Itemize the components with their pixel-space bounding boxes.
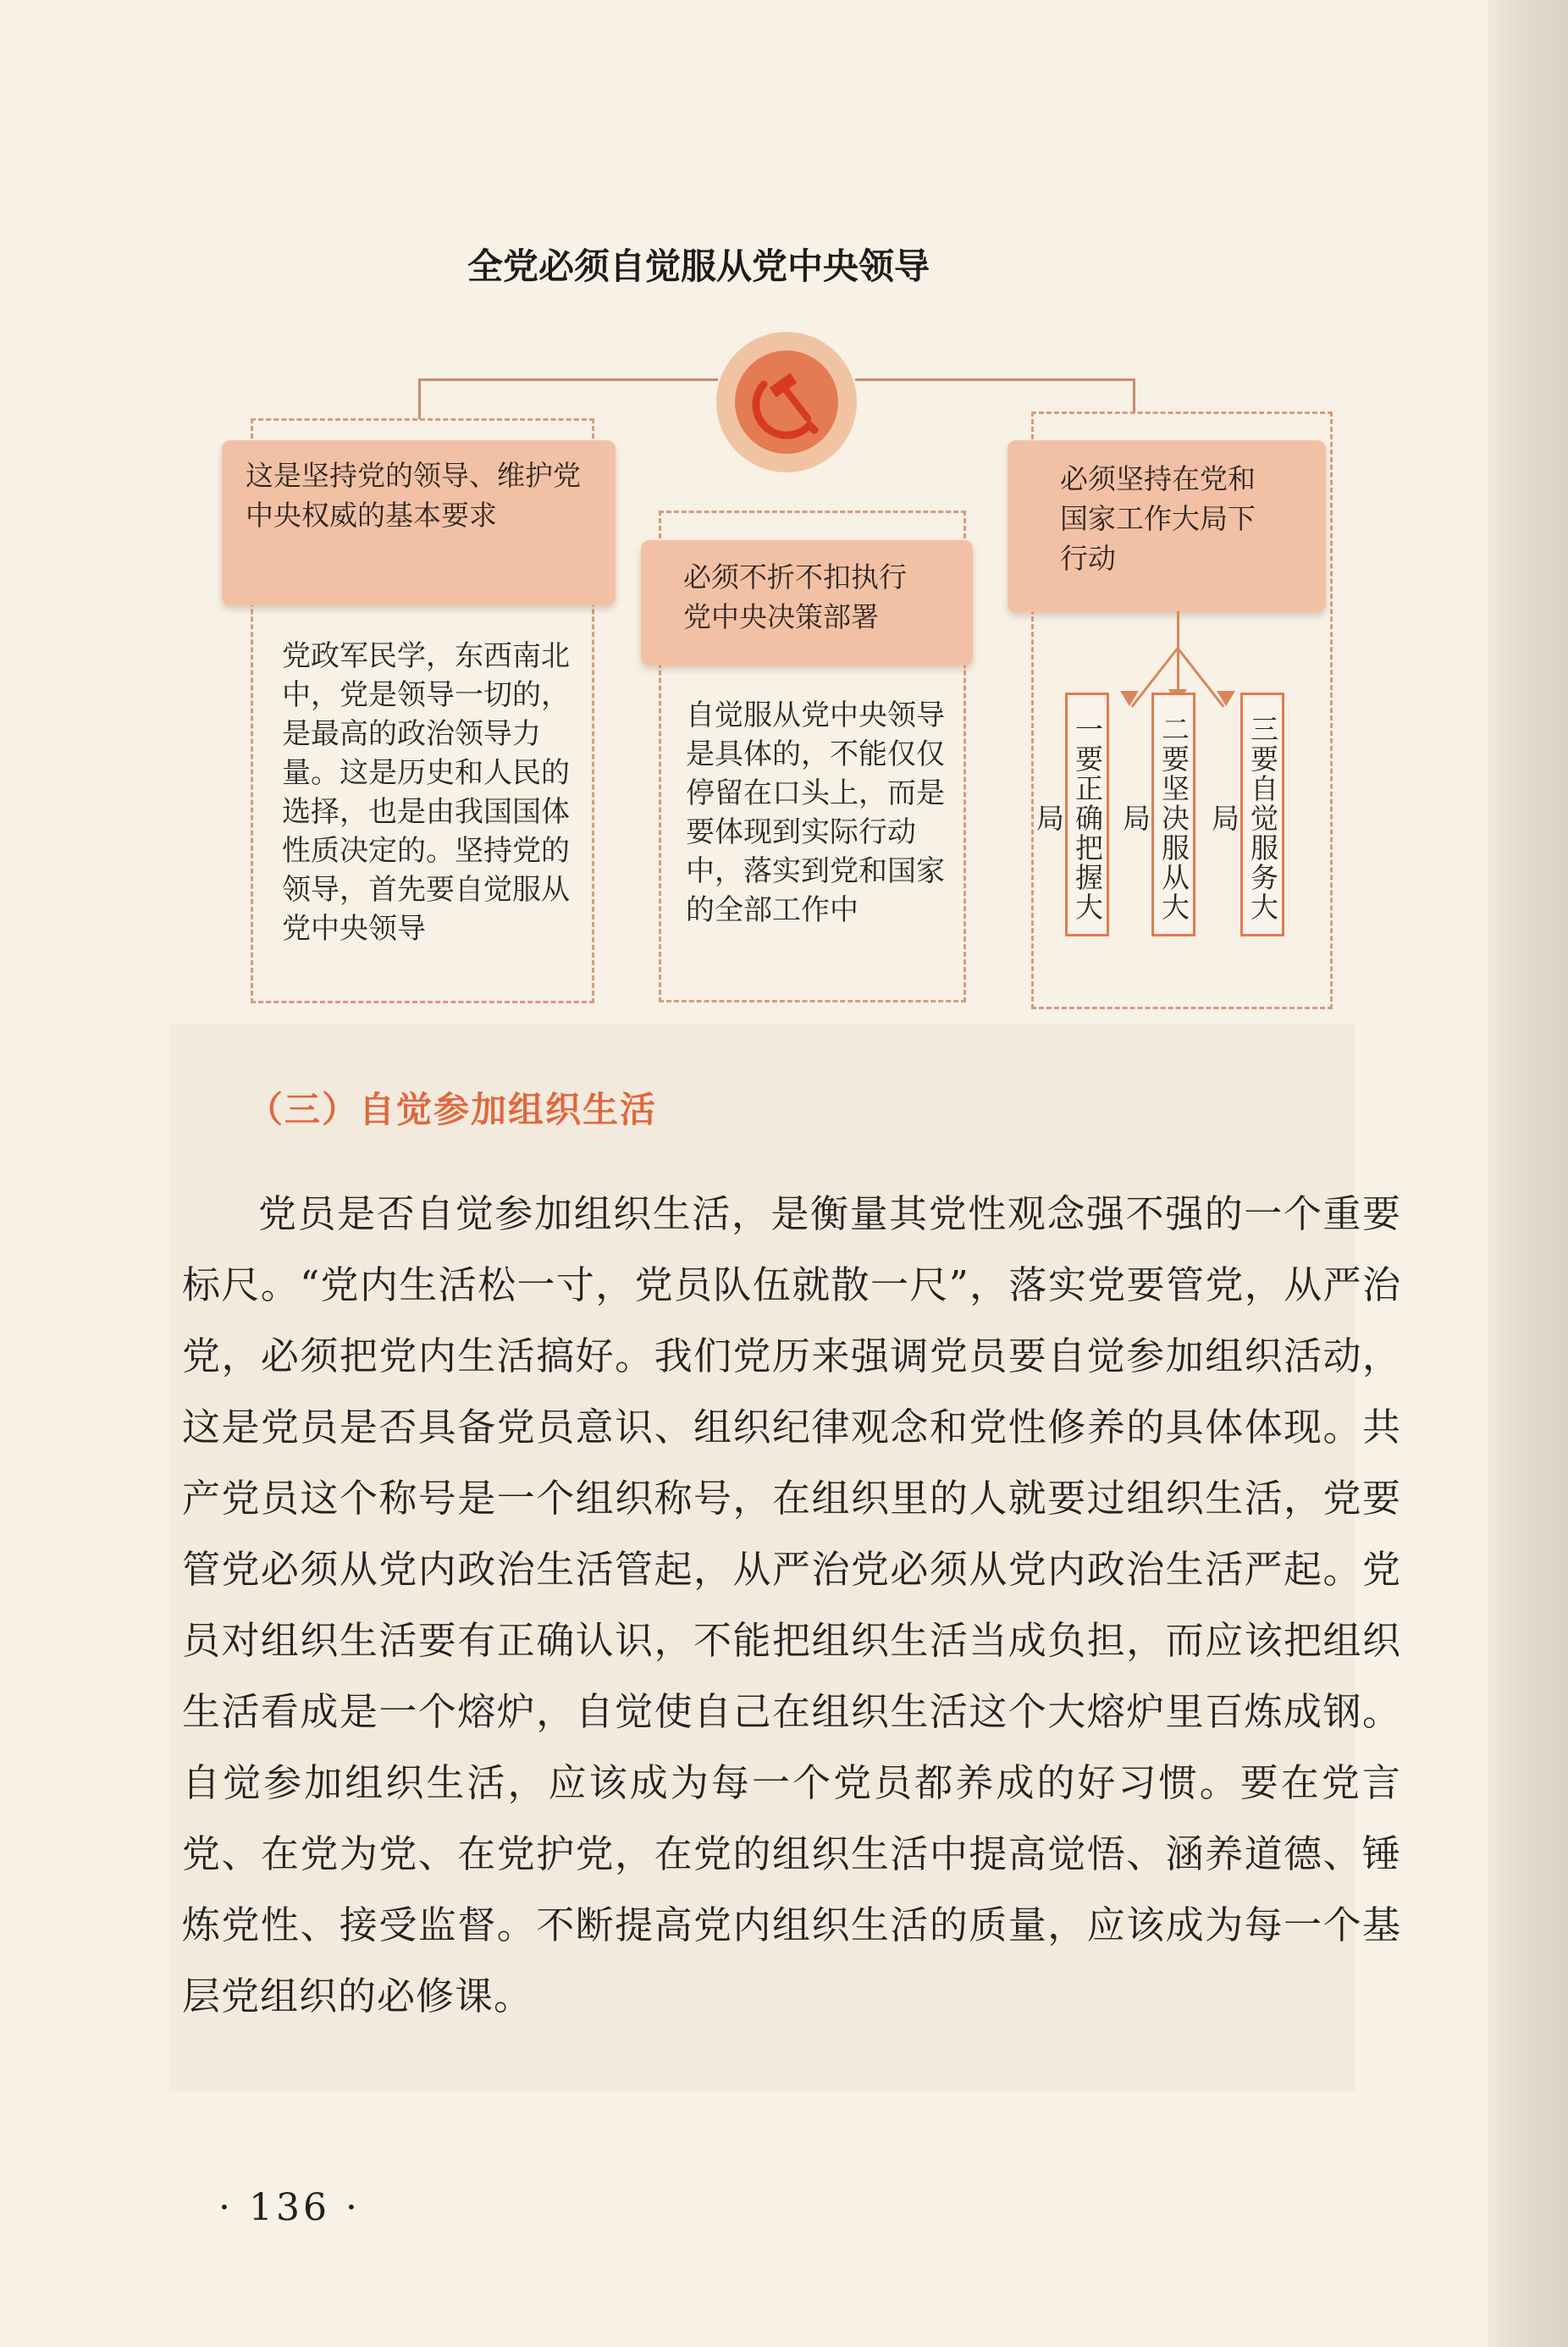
connector-left xyxy=(418,378,718,381)
connector-right-drop xyxy=(1133,378,1135,412)
party-emblem xyxy=(716,332,857,472)
left-heading-box xyxy=(222,440,616,605)
body-paragraph: 党员是否自觉参加组织生活，是衡量其党性观念强不强的一个重要标尺。“党内生活松一寸，党员队伍就散一尺”，落实党要管党，从严治党，必须把党内生活搞好。我们党历来强调党员要自觉参加组织活动，这是党员是否具备党员意识、组织纪律观念和党性修养的具体体现。共产党员这个称号是一个组织称号，在组织里的人就要过组织生活，党要管党必须从党内政治生活管起，从严治党必须从党内政治生活严起。党员对组织生活要有正确认识，不能把组织生活当成负担，而应该把组织生活看成是一个熔炉，自觉使自己在组织生活这个大熔炉里百炼成钢。自觉参加组织生活，应该成为每一个党员都养成的好习惯。要在党言党、在党为党、在党护党，在党的组织生活中提高觉悟、涵养道德、锤炼党性、接受监督。不断提高党内组织生活的质量，应该成为每一个基层党组织的必修课。 xyxy=(182,1191,1401,2018)
arrow-left-head xyxy=(1120,691,1139,706)
arrow-middle-line xyxy=(1177,647,1179,691)
middle-heading-box xyxy=(641,540,973,665)
connector-left-drop xyxy=(418,378,421,419)
arrow-right-head xyxy=(1217,691,1235,706)
left-body-text: 党政军民学，东西南北中，党是领导一切的，是最高的政治领导力量。这是历史和人民的选择，也是由我国国体性质决定的。坚持党的领导，首先要自觉服从党中央领导 xyxy=(282,639,570,946)
section-heading: （三）自觉参加组织生活 xyxy=(247,1089,658,1130)
page-edge-shadow xyxy=(1488,0,1568,2347)
diagram-title: 全党必须自觉服从党中央领导 xyxy=(467,246,930,287)
left-heading-text: 这是坚持党的领导、维护党中央权威的基本要求 xyxy=(246,459,581,532)
right-item-1: 一要正确把握大局 xyxy=(1065,693,1109,936)
middle-body-text: 自觉服从党中央领导是具体的，不能仅仅停留在口头上，而是要体现到实际行动中，落实到党和国家的全部工作中 xyxy=(686,699,945,927)
emblem-disc xyxy=(735,351,838,454)
hammer-sickle-icon xyxy=(735,351,838,454)
right-heading-text: 必须坚持在党和国家工作大局下行动 xyxy=(1060,462,1256,575)
right-item-3: 三要自觉服务大局 xyxy=(1240,693,1284,936)
connector-right xyxy=(855,378,1135,381)
middle-heading-text: 必须不折不扣执行党中央决策部署 xyxy=(683,561,907,633)
page-number: · 136 · xyxy=(218,2186,361,2229)
right-item-2: 二要坚决服从大局 xyxy=(1151,693,1195,936)
arrow-stem xyxy=(1177,611,1179,647)
right-heading-box xyxy=(1008,440,1326,612)
